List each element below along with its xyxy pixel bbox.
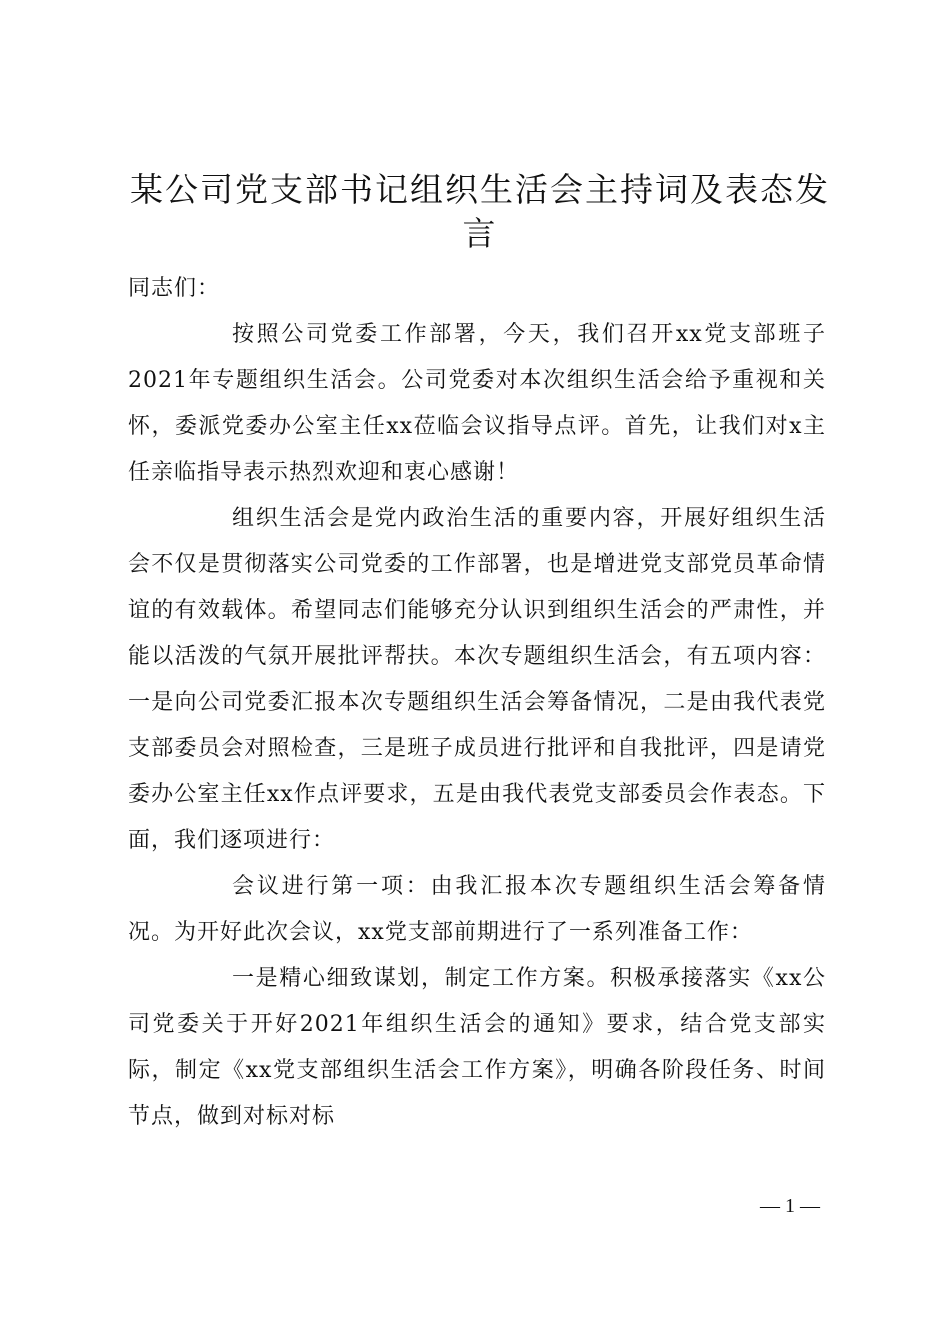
paragraph-preparation: 一是精心细致谋划，制定工作方案。积极承接落实《xx公司党委关于开好2021年组织生活会的通知》要求，结合党支部实际，制定《xx党支部组织生活会工作方案》，明确各阶段任务、时间节点，做到对标对标 bbox=[128, 966, 826, 1129]
document-title: 某公司党支部书记组织生活会主持词及表态发言 bbox=[130, 170, 830, 253]
paragraph-agenda: 组织生活会是党内政治生活的重要内容，开展好组织生活会不仅是贯彻落实公司党委的工作部署，也是增进党支部党员革命情谊的有效载体。希望同志们能够充分认识到组织生活会的严肃性，并能以活泼的气氛开展批评帮扶。本次专题组织生活会，有五项内容：一是向公司党委汇报本次专题组织生活会筹备情况，二是由我代表党支部委员会对照检查，三是班子成员进行批评和自我批评，四是请党委办公室主任xx作点评要求，五是由我代表党支部委员会作表态。下面，我们逐项进行： bbox=[128, 506, 826, 853]
paragraph-opening: 按照公司党委工作部署，今天，我们召开xx党支部班子2021年专题组织生活会。公司党委对本次组织生活会给予重视和关怀，委派党委办公室主任xx莅临会议指导点评。首先，让我们对x主任亲临指导表示热烈欢迎和衷心感谢！ bbox=[128, 322, 826, 485]
document-body bbox=[128, 266, 826, 1140]
page-number: — 1 — bbox=[760, 1195, 820, 1217]
paragraph-item-one: 会议进行第一项：由我汇报本次专题组织生活会筹备情况。为开好此次会议，xx党支部前期进行了一系列准备工作： bbox=[128, 874, 826, 945]
salutation: 同志们： bbox=[128, 276, 221, 301]
